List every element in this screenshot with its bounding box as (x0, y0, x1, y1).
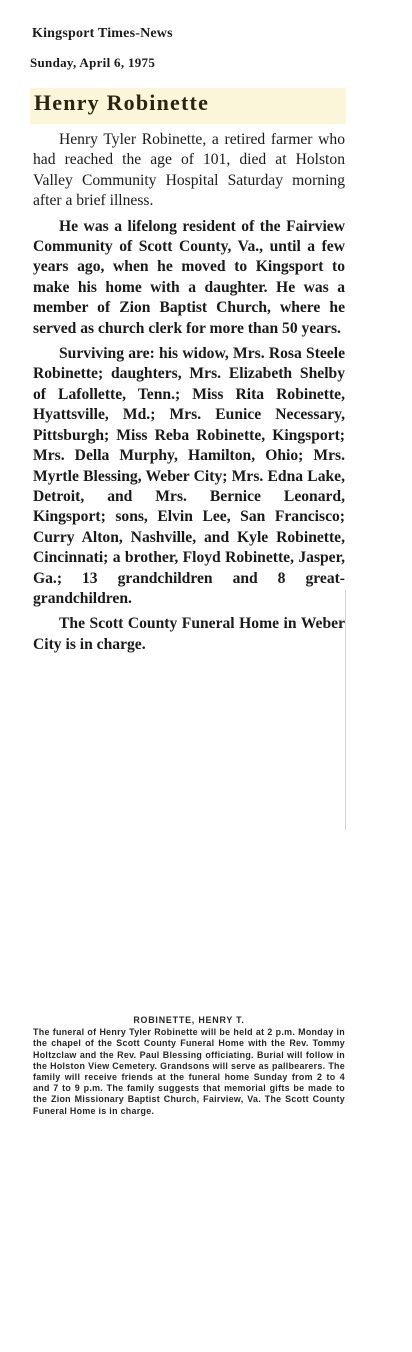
column-rule (345, 590, 346, 830)
funeral-notice-title: ROBINETTE, HENRY T. (133, 1015, 245, 1025)
article-paragraph-3: Surviving are: his widow, Mrs. Rosa Steele Robinette; daughters, Mrs. Elizabeth Shelby of Lafollette, Tenn.; Miss Rita Robinette, Hyattsville, Md.; Mrs. Eunice Necessary, Pittsburgh; Miss Reba Robinette, Kingsport; Mrs. Della Murphy, Hamilton, Ohio; Mrs. Myrtle Blessing, Weber City; Mrs. Edna Lake, Detroit, and Mrs. Bernice Leonard, Kingsport; sons, Elvin Lee, San Francisco; Curry Alton, Nashville, and Kyle Robinette, Cincinnati; a brother, Floyd Robinette, Jasper, Ga.; 13 grandchildren and 8 great-grandchildren. (33, 345, 345, 607)
article-paragraph-2: He was a lifelong resident of the Fairview Community of Scott County, Va., until a few years ago, when he moved to Kingsport to make his home with a daughter. He was a member of Zion Baptist Church, where he served as church clerk for more than 50 years. (33, 217, 345, 337)
newspaper-name: Kingsport Times-News (32, 26, 173, 41)
obituary-headline: Henry Robinette (34, 90, 210, 115)
obituary-article (33, 130, 345, 660)
funeral-notice-body: The funeral of Henry Tyler Robinette will be held at 2 p.m. Monday in the chapel of the Scott County Funeral Home with the Rev. Tommy Holtzclaw and the Rev. Paul Blessing officiating. Burial will follow in the Holston View Cemetery. Grandsons will serve as pallbearers. The family will receive friends at the funeral home Sunday from 2 to 4 and 7 to 9 p.m. The family suggests that memorial gifts be made to the Zion Missionary Baptist Church, Fairview, Va. The Scott County Funeral Home is in charge. (33, 1027, 345, 1116)
article-paragraph-1: Henry Tyler Robinette, a retired farmer who had reached the age of 101, died at Holston Valley Community Hospital Saturday morning after a brief illness. (33, 131, 345, 210)
article-paragraph-4: The Scott County Funeral Home in Weber City is in charge. (33, 615, 345, 653)
newspaper-date: Sunday, April 6, 1975 (30, 55, 156, 70)
funeral-notice (33, 1015, 345, 1117)
